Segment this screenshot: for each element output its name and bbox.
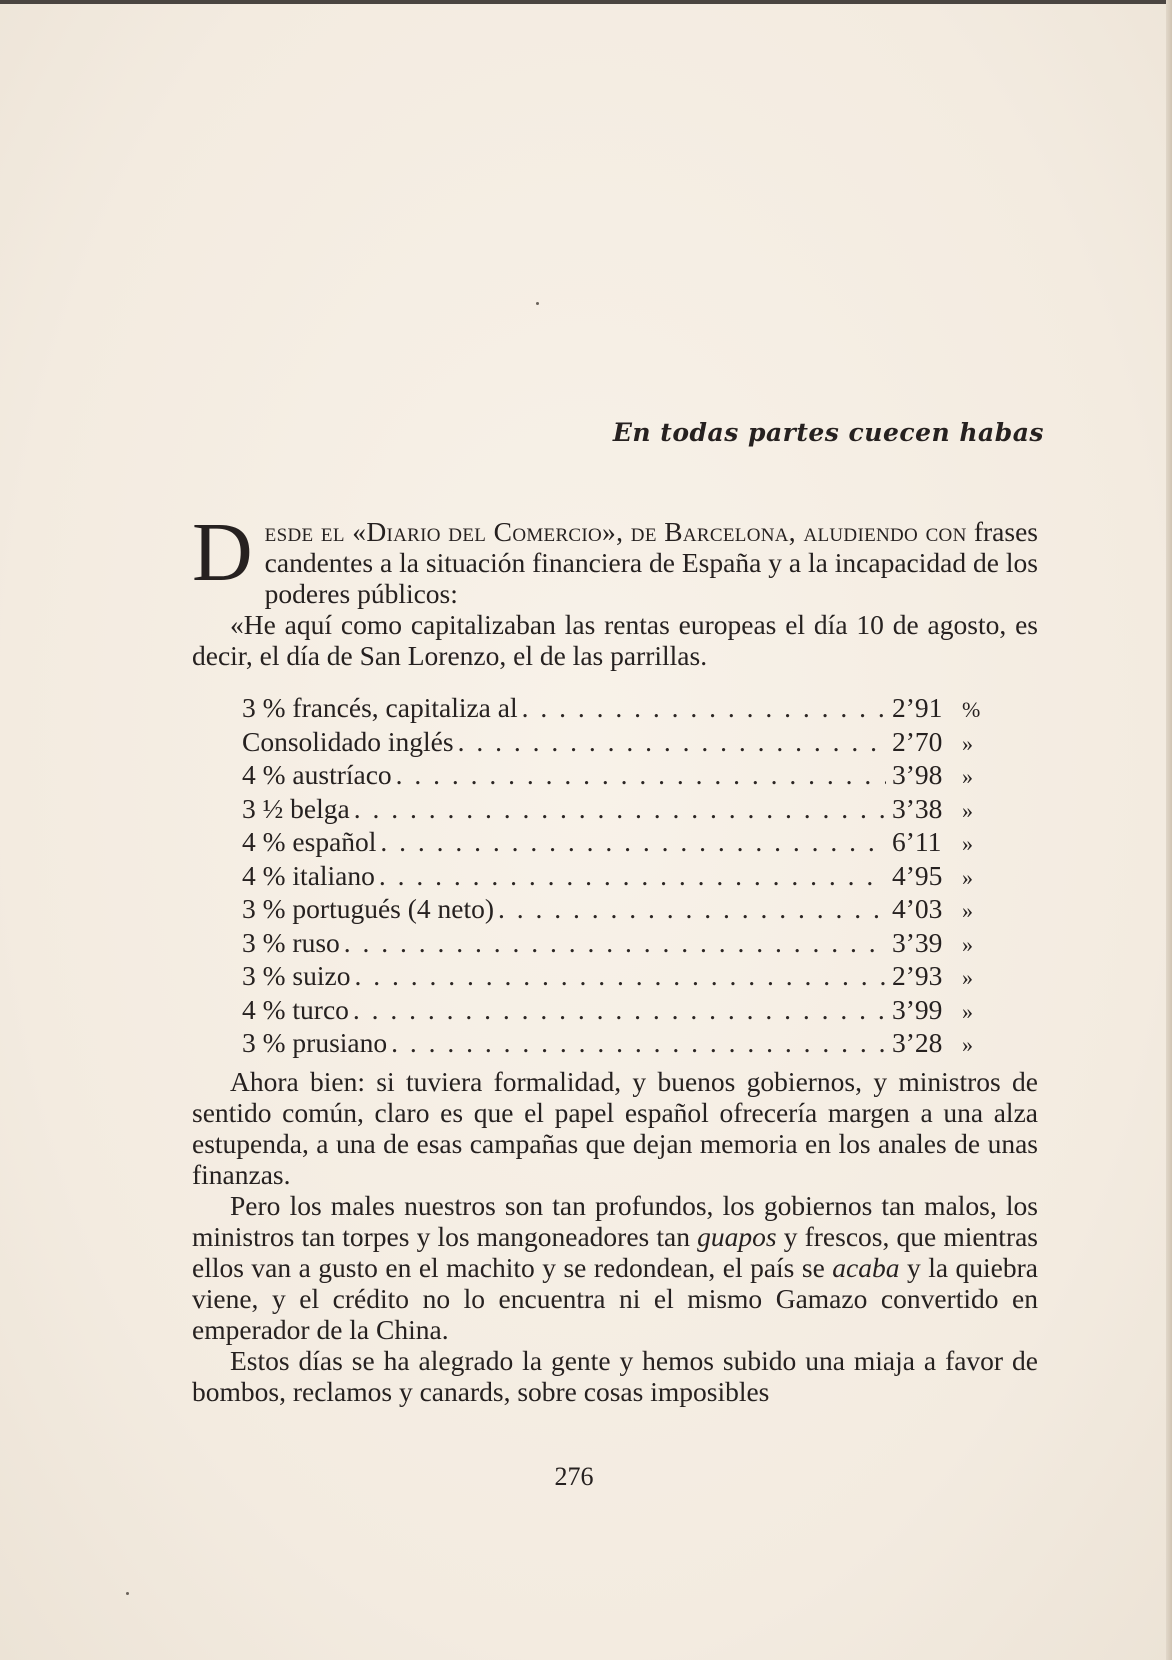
rate-row	[242, 927, 1002, 961]
dot-leader	[354, 793, 886, 825]
paragraph-text: y la quiebra viene, y el crédito no lo encuentra ni el mismo Gamazo convertido en emperador de la China.	[192, 1252, 1038, 1345]
dot-leader	[354, 960, 886, 992]
intro-rest: frases candentes a la situación financiera de España y a la incapacidad de los poderes públicos:	[264, 516, 1038, 609]
body-paragraphs	[192, 1066, 1038, 1407]
quote-paragraph: «He aquí como capitalizaban las rentas europeas el día 10 de agosto, es decir, el día de San Lorenzo, el de las parrillas.	[192, 609, 1038, 671]
dot-leader	[344, 927, 886, 959]
rate-unit: %	[962, 697, 981, 722]
rate-name: 3 ½ belga	[242, 792, 350, 824]
dot-leader	[522, 692, 886, 724]
rate-value: 2’93	[892, 960, 943, 991]
rate-row	[242, 860, 1002, 894]
small-caps-opening: esde el «Diario del Comercio», de Barcelona, aludiendo con	[264, 516, 967, 547]
rate-value: 3’39	[892, 926, 943, 958]
paragraph: Estos días se ha alegrado la gente y hemos subido una miaja a favor de bombos, reclamos y canards, sobre cosas imposibles	[192, 1345, 1038, 1407]
rate-value: 6’11	[892, 826, 942, 857]
rate-unit: »	[962, 965, 973, 990]
dot-leader	[498, 893, 886, 925]
rate-value: 3’99	[892, 993, 943, 1025]
rate-row	[242, 893, 1002, 927]
rate-unit: »	[962, 998, 973, 1024]
rate-unit: »	[962, 831, 973, 856]
paper-speck	[536, 302, 539, 305]
rate-value: 2’70	[892, 725, 943, 757]
paragraph: Ahora bien: si tuviera formalidad, y buenos gobiernos, y ministros de sentido común, claro es que el papel español ofrecería margen a una alza estupenda, a una de esas campañas que dejan memoria en los anales de unas finanzas.	[192, 1066, 1038, 1190]
rate-name: 4 % español	[242, 826, 377, 857]
dot-leader	[379, 860, 886, 892]
rate-unit: »	[962, 864, 973, 890]
rate-row	[242, 692, 1002, 726]
rate-value: 2’91	[892, 692, 943, 723]
rate-name: 4 % turco	[242, 993, 349, 1025]
italic-word: guapos	[697, 1221, 777, 1252]
rate-value: 4’03	[892, 893, 943, 924]
rate-value: 4’95	[892, 859, 943, 891]
rate-value: 3’98	[892, 759, 943, 790]
rate-unit: »	[962, 898, 973, 923]
dot-leader	[458, 726, 886, 758]
rates-table	[242, 692, 1002, 1061]
rate-row	[242, 726, 1002, 760]
italic-word: acaba	[832, 1252, 900, 1283]
rate-value: 3’28	[892, 1027, 943, 1058]
rate-name: 4 % austríaco	[242, 759, 392, 790]
paragraph-text: Pero los males nuestros son tan profundos, los gobiernos tan malos, los ministros tan torpes y los mangoneadores tan	[192, 1190, 1038, 1252]
rate-row	[242, 793, 1002, 827]
rate-unit: »	[962, 931, 973, 957]
page-number: 276	[554, 1462, 594, 1491]
rate-name: 3 % portugués (4 neto)	[242, 893, 495, 924]
paper-speck	[126, 1592, 129, 1595]
rate-name: 3 % francés, capitaliza al	[242, 692, 518, 723]
page-edge	[1166, 0, 1172, 1660]
rate-unit: »	[962, 1032, 973, 1057]
dot-leader	[396, 759, 886, 791]
top-border	[0, 0, 1172, 4]
article-heading: En todas partes cuecen habas	[612, 418, 1044, 447]
drop-cap: D	[192, 506, 253, 599]
paragraph	[192, 1190, 1038, 1345]
rate-name: Consolidado inglés	[242, 725, 454, 757]
rate-row	[242, 1027, 1002, 1061]
dot-leader	[353, 994, 886, 1026]
dot-leader	[380, 826, 886, 858]
paragraph-text: y frescos, que mientras ellos van a gusto en el machito y se redondean, el país se	[192, 1221, 1039, 1283]
rate-row	[242, 994, 1002, 1028]
rate-name: 3 % prusiano	[242, 1027, 388, 1058]
rate-value: 3’38	[892, 792, 943, 824]
intro-paragraphs	[192, 506, 1038, 671]
rate-name: 3 % ruso	[242, 926, 340, 958]
rate-name: 3 % suizo	[242, 960, 351, 991]
rate-unit: »	[962, 730, 973, 756]
rate-name: 4 % italiano	[242, 859, 375, 891]
intro-paragraph	[192, 506, 1038, 609]
rate-row	[242, 826, 1002, 860]
rate-row	[242, 960, 1002, 994]
rate-row	[242, 759, 1002, 793]
rate-unit: »	[962, 797, 973, 823]
rate-unit: »	[962, 764, 973, 789]
dot-leader	[391, 1027, 886, 1059]
